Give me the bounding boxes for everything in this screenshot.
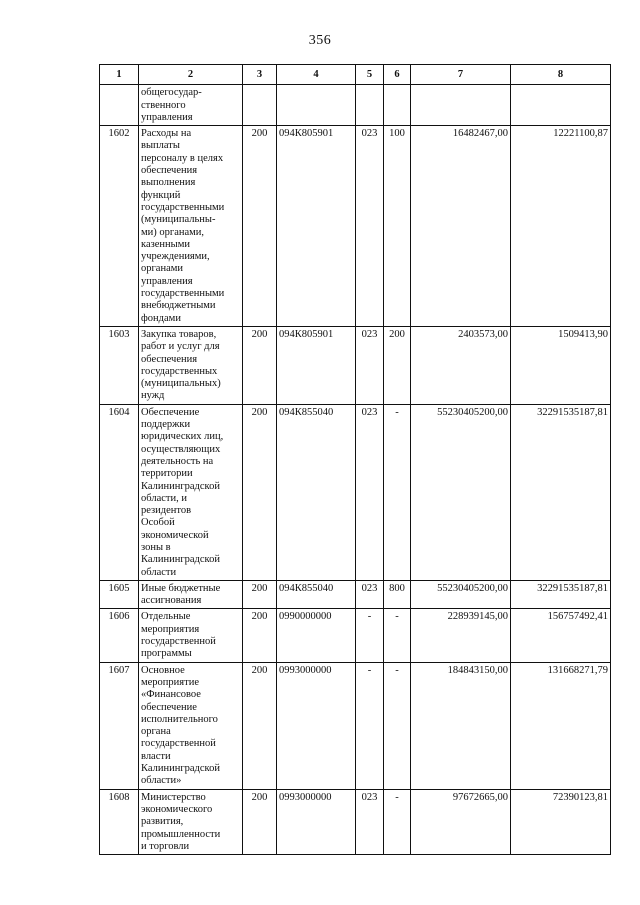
table-row	[100, 580, 611, 609]
row-target-code: 0993000000	[277, 662, 356, 789]
row-planned-amount: 228939145,00	[411, 609, 511, 662]
row-number: 1603	[100, 326, 139, 404]
row-code-6: 200	[384, 326, 411, 404]
row-number	[100, 85, 139, 126]
header-col-1: 1	[100, 65, 139, 85]
row-name	[139, 662, 243, 789]
row-target-code	[277, 85, 356, 126]
row-code-5: -	[356, 662, 384, 789]
row-name-text: Министерство экономического развития, промышленности и торговли	[141, 791, 221, 852]
row-name	[139, 609, 243, 662]
row-code-3: 200	[243, 662, 277, 789]
row-code-6: 100	[384, 126, 411, 327]
row-name	[139, 789, 243, 854]
header-col-5: 5	[356, 65, 384, 85]
header-row	[100, 65, 611, 85]
row-code-3	[243, 85, 277, 126]
row-executed-amount: 131668271,79	[511, 662, 611, 789]
row-executed-amount: 156757492,41	[511, 609, 611, 662]
row-name	[139, 85, 243, 126]
row-number: 1605	[100, 580, 139, 609]
page-number: 356	[308, 33, 332, 48]
row-planned-amount: 55230405200,00	[411, 404, 511, 580]
row-number: 1606	[100, 609, 139, 662]
row-executed-amount: 12221100,87	[511, 126, 611, 327]
row-target-code: 094К805901	[277, 326, 356, 404]
row-target-code: 0990000000	[277, 609, 356, 662]
header-col-2: 2	[139, 65, 243, 85]
row-name-text: Обеспечение поддержки юридических лиц, осуществляющих деятельность на территории Калининградской области, и резидентов Особой экономической зоны в Калининградской области	[141, 406, 224, 578]
header-col-6: 6	[384, 65, 411, 85]
row-code-6: -	[384, 404, 411, 580]
row-executed-amount	[511, 85, 611, 126]
row-executed-amount: 32291535187,81	[511, 580, 611, 609]
row-executed-amount: 32291535187,81	[511, 404, 611, 580]
row-name-text: Основное мероприятие «Финансовое обеспечение исполнительного органа государственной власти Калининградской области»	[141, 664, 220, 787]
row-code-5: 023	[356, 789, 384, 854]
row-name-text: Отдельные мероприятия государственной программы	[141, 611, 216, 660]
budget-table	[99, 64, 611, 855]
header-col-7: 7	[411, 65, 511, 85]
row-code-6	[384, 85, 411, 126]
row-target-code: 094К855040	[277, 580, 356, 609]
row-name-text: Закупка товаров, работ и услуг для обеспечения государственных (муниципальных) нужд	[141, 328, 221, 402]
row-code-5: 023	[356, 126, 384, 327]
row-planned-amount: 97672665,00	[411, 789, 511, 854]
row-target-code: 094К805901	[277, 126, 356, 327]
row-code-5: 023	[356, 404, 384, 580]
row-name	[139, 580, 243, 609]
row-number: 1602	[100, 126, 139, 327]
row-planned-amount: 55230405200,00	[411, 580, 511, 609]
row-code-3: 200	[243, 326, 277, 404]
row-name-text: Расходы на выплаты персоналу в целях обеспечения выполнения функций государственными (муниципальны- ми) органами, казенными учреждениями, органами управления государственными внебюджетными фондами	[141, 128, 225, 324]
row-executed-amount: 1509413,90	[511, 326, 611, 404]
row-code-6: -	[384, 662, 411, 789]
row-code-6: -	[384, 609, 411, 662]
table-row	[100, 789, 611, 854]
row-code-3: 200	[243, 609, 277, 662]
row-name	[139, 326, 243, 404]
row-executed-amount: 72390123,81	[511, 789, 611, 854]
row-code-5	[356, 85, 384, 126]
row-number: 1608	[100, 789, 139, 854]
row-name-text: Иные бюджетные ассигнования	[141, 582, 221, 607]
row-code-3: 200	[243, 404, 277, 580]
table-row	[100, 609, 611, 662]
row-code-3: 200	[243, 126, 277, 327]
row-target-code: 0993000000	[277, 789, 356, 854]
row-planned-amount: 16482467,00	[411, 126, 511, 327]
row-name-text: общегосудар- ственного управления	[141, 87, 202, 123]
table-row	[100, 126, 611, 327]
row-number: 1604	[100, 404, 139, 580]
row-code-6: -	[384, 789, 411, 854]
row-code-6: 800	[384, 580, 411, 609]
row-code-5: -	[356, 609, 384, 662]
row-code-3: 200	[243, 580, 277, 609]
table-row	[100, 85, 611, 126]
row-code-5: 023	[356, 326, 384, 404]
row-name	[139, 126, 243, 327]
row-number: 1607	[100, 662, 139, 789]
row-target-code: 094К855040	[277, 404, 356, 580]
table-row	[100, 326, 611, 404]
row-name	[139, 404, 243, 580]
header-col-3: 3	[243, 65, 277, 85]
row-code-5: 023	[356, 580, 384, 609]
header-col-8: 8	[511, 65, 611, 85]
table-row	[100, 404, 611, 580]
row-planned-amount	[411, 85, 511, 126]
row-code-3: 200	[243, 789, 277, 854]
row-planned-amount: 2403573,00	[411, 326, 511, 404]
table-body	[100, 85, 611, 855]
header-col-4: 4	[277, 65, 356, 85]
row-planned-amount: 184843150,00	[411, 662, 511, 789]
table-row	[100, 662, 611, 789]
